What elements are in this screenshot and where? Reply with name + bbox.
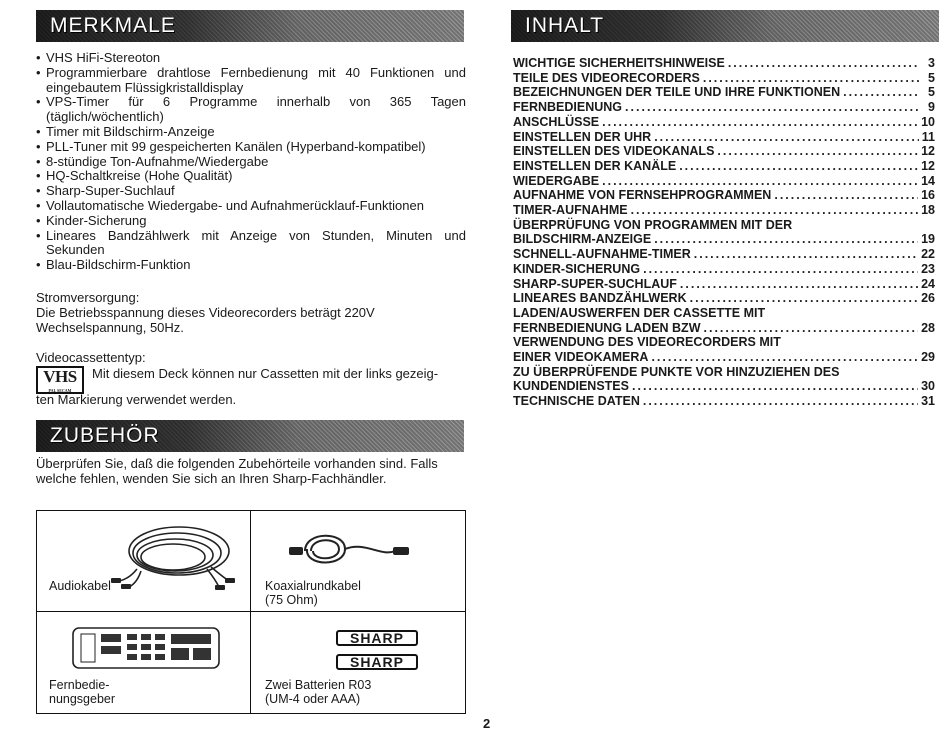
toc-entry-page: 30: [921, 379, 935, 394]
remote-control-icon: [71, 624, 221, 672]
vhs-logo-text: VHS: [43, 367, 77, 386]
power-supply-text: Die Betriebsspannung dieses Videorecorders beträgt 220V Wechselspannung, 50Hz.: [36, 305, 375, 335]
toc-entry: [513, 85, 935, 100]
toc-entry: [513, 321, 935, 336]
toc-entry-page: 28: [921, 320, 935, 335]
toc-entry-page: 24: [921, 276, 935, 291]
toc-entry-title: AUFNAHME VON FERNSEHPROGRAMMEN: [513, 188, 772, 203]
accessory-audio-cable: [37, 511, 251, 612]
toc-entry: [513, 115, 935, 130]
audio-cable-icon: [107, 517, 237, 597]
toc-leader-dots: [602, 115, 918, 130]
feature-item: • Sharp-Super-Suchlauf: [36, 184, 466, 199]
toc-leader-dots: [694, 247, 918, 262]
vhs-logo-subtext: PAL SECAM: [48, 388, 72, 393]
toc-entry-title: SHARP-SUPER-SUCHLAUF: [513, 276, 677, 291]
toc-entry: [513, 365, 935, 380]
inhalt-heading: [511, 10, 939, 42]
toc-entry: [513, 335, 935, 350]
toc-leader-dots: [680, 277, 918, 292]
toc-entry-title: EINSTELLEN DER UHR: [513, 129, 652, 144]
feature-item: • 8-stündige Ton-Aufnahme/Wiedergabe: [36, 155, 466, 170]
toc-entry-title: LINEARES BANDZÄHLWERK: [513, 291, 687, 306]
toc-leader-dots: [717, 144, 918, 159]
toc-entry-title: WICHTIGE SICHERHEITSHINWEISE: [513, 56, 725, 70]
toc-entry: [513, 144, 935, 159]
toc-entry-page: 19: [921, 232, 935, 247]
toc-entry: [513, 56, 935, 71]
feature-item: • Vollautomatische Wiedergabe- und Aufnahmerücklauf-Funktionen: [36, 199, 466, 214]
zubehoer-heading: [36, 420, 464, 452]
toc-entry: [513, 379, 935, 394]
toc-entry-title: ZU ÜBERPRÜFENDE PUNKTE VOR HINZUZIEHEN DES: [513, 364, 840, 379]
cassette-type-text: Mit diesem Deck können nur Cassetten mit der links gezeig-: [92, 366, 439, 381]
toc-entry: [513, 174, 935, 189]
toc-entry-page: 12: [921, 158, 935, 173]
feature-item: • VPS-Timer für 6 Programme innerhalb von 365 Tagen (täglich/wöchentlich): [36, 95, 466, 125]
inhalt-title: INHALT: [525, 14, 605, 37]
accessories-table: [36, 510, 466, 714]
toc-entry-page: 23: [921, 261, 935, 276]
toc-entry-page: 10: [921, 114, 935, 129]
cassette-type-label: Videocassettentyp:: [36, 350, 146, 365]
toc-leader-dots: [704, 321, 919, 336]
toc-entry: [513, 218, 935, 233]
toc-entry-title: TECHNISCHE DATEN: [513, 394, 640, 409]
toc-entry: [513, 394, 935, 409]
merkmale-title: MERKMALE: [50, 14, 176, 37]
toc-entry-page: 3: [928, 56, 935, 70]
toc-leader-dots: [602, 174, 918, 189]
toc-leader-dots: [643, 262, 918, 277]
feature-item: • PLL-Tuner mit 99 gespeicherten Kanälen (Hyperband-kompatibel): [36, 140, 466, 155]
coax-cable-label: Koaxialrundkabel (75 Ohm): [265, 579, 361, 607]
toc-entry: [513, 100, 935, 115]
cassette-type-text-cont: ten Markierung verwendet werden.: [36, 392, 237, 407]
zubehoer-title: ZUBEHÖR: [50, 424, 160, 447]
toc-entry: [513, 350, 935, 365]
feature-item: • HQ-Schaltkreise (Hohe Qualität): [36, 169, 466, 184]
merkmale-heading: [36, 10, 464, 42]
toc-leader-dots: [774, 188, 918, 203]
toc-entry-page: 5: [928, 70, 935, 85]
toc-entry-title: TEILE DES VIDEORECORDERS: [513, 70, 700, 85]
toc-entry-title: KUNDENDIENSTES: [513, 379, 629, 394]
toc-entry-page: 14: [921, 173, 935, 188]
toc-leader-dots: [690, 291, 918, 306]
feature-item: • Kinder-Sicherung: [36, 214, 466, 229]
toc-entry-title: EINSTELLEN DES VIDEOKANALS: [513, 144, 715, 159]
toc-entry: [513, 71, 935, 86]
battery-2: SHARP: [336, 654, 418, 670]
accessory-remote: [37, 612, 251, 713]
toc-entry-title: ÜBERPRÜFUNG VON PROGRAMMEN MIT DER: [513, 217, 793, 232]
toc-entry-page: 11: [921, 129, 935, 144]
toc-entry-page: 12: [921, 144, 935, 159]
toc-entry-title: SCHNELL-AUFNAHME-TIMER: [513, 247, 691, 262]
toc-leader-dots: [632, 379, 918, 394]
accessories-intro: Überprüfen Sie, daß die folgenden Zubehörteile vorhanden sind. Falls welche fehlen, wenden Sie sich an Ihren Sharp-Fachhändler.: [36, 456, 438, 486]
toc-entry-title: VERWENDUNG DES VIDEORECORDERS MIT: [513, 335, 781, 350]
feature-item: • VHS HiFi-Stereoton: [36, 51, 466, 66]
feature-item: • Blau-Bildschirm-Funktion: [36, 258, 466, 273]
toc-entry-title: EINSTELLEN DER KANÄLE: [513, 158, 677, 173]
table-of-contents: [513, 56, 935, 409]
feature-item: • Programmierbare drahtlose Fernbedienung mit 40 Funktionen und eingebautem Flüssigkristalldisplay: [36, 66, 466, 96]
coax-cable-icon: [285, 521, 415, 581]
toc-entry-page: 22: [921, 247, 935, 262]
accessory-batteries: [251, 612, 465, 713]
page-number: 2: [483, 716, 491, 731]
toc-leader-dots: [703, 71, 920, 86]
toc-entry-page: 16: [921, 188, 935, 203]
toc-entry: [513, 232, 935, 247]
toc-entry: [513, 247, 935, 262]
vhs-logo: [36, 366, 84, 394]
toc-entry-title: BILDSCHIRM-ANZEIGE: [513, 232, 652, 247]
toc-entry-title: FERNBEDIENUNG LADEN BZW: [513, 320, 701, 335]
toc-entry: [513, 188, 935, 203]
power-supply-label: Stromversorgung:: [36, 290, 140, 305]
toc-entry: [513, 306, 935, 321]
battery-1: SHARP: [336, 630, 418, 646]
accessory-coax-cable: [251, 511, 465, 612]
toc-entry-page: 29: [921, 350, 935, 365]
toc-leader-dots: [654, 232, 918, 247]
remote-label: Fernbedie- nungsgeber: [49, 678, 116, 706]
toc-leader-dots: [625, 100, 920, 115]
toc-leader-dots: [728, 56, 920, 71]
toc-entry: [513, 277, 935, 292]
toc-entry-title: EINER VIDEOKAMERA: [513, 350, 649, 365]
toc-leader-dots: [654, 130, 919, 145]
toc-entry-title: FERNBEDIENUNG: [513, 100, 623, 115]
toc-entry: [513, 262, 935, 277]
toc-entry-page: 5: [928, 85, 935, 100]
toc-entry-page: 18: [921, 203, 935, 218]
toc-leader-dots: [631, 203, 919, 218]
toc-leader-dots: [843, 85, 920, 100]
toc-entry-title: WIEDERGABE: [513, 173, 600, 188]
feature-list: [36, 51, 466, 273]
toc-entry: [513, 291, 935, 306]
toc-entry-title: KINDER-SICHERUNG: [513, 261, 641, 276]
toc-leader-dots: [679, 159, 918, 174]
toc-entry-page: 26: [921, 291, 935, 306]
toc-entry: [513, 130, 935, 145]
toc-entry: [513, 159, 935, 174]
feature-item: • Lineares Bandzählwerk mit Anzeige von Stunden, Minuten und Sekunden: [36, 229, 466, 259]
feature-item: • Timer mit Bildschirm-Anzeige: [36, 125, 466, 140]
toc-entry-title: BEZEICHNUNGEN DER TEILE UND IHRE FUNKTIONEN: [513, 85, 841, 100]
toc-entry-title: LADEN/AUSWERFEN DER CASSETTE MIT: [513, 305, 766, 320]
toc-entry: [513, 203, 935, 218]
toc-leader-dots: [643, 394, 918, 409]
toc-entry-title: ANSCHLÜSSE: [513, 114, 600, 129]
toc-entry-title: TIMER-AUFNAHME: [513, 203, 628, 218]
audio-cable-label: Audiokabel: [49, 579, 111, 593]
batteries-label: Zwei Batterien R03 (UM-4 oder AAA): [265, 678, 372, 706]
toc-entry-page: 31: [921, 394, 935, 409]
toc-leader-dots: [651, 350, 918, 365]
toc-entry-page: 9: [928, 100, 935, 115]
